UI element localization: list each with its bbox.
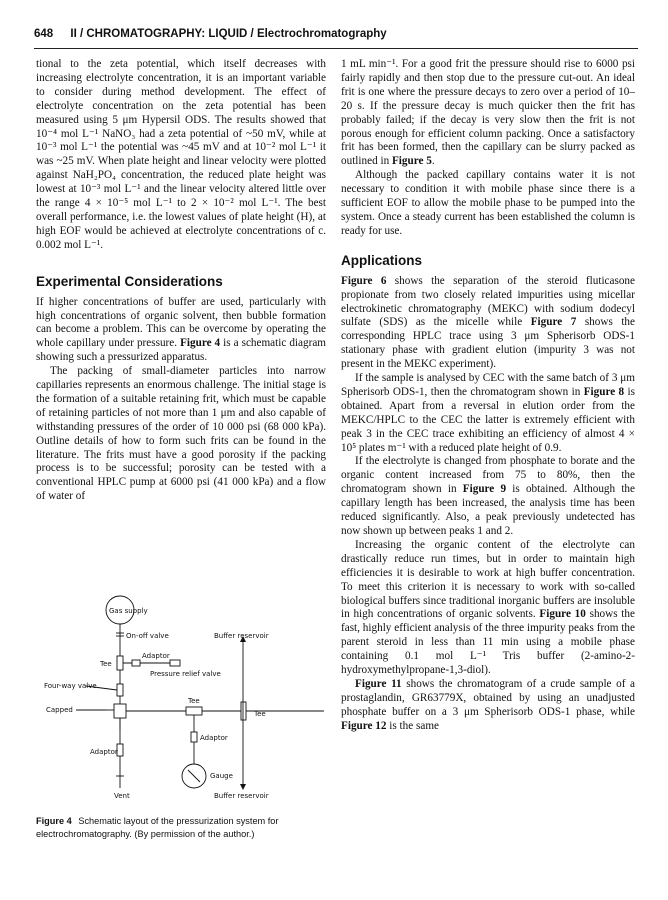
on-off-valve-label: On-off valve: [126, 632, 169, 640]
adaptor-top-label: Adaptor: [142, 652, 170, 660]
figure-8-reference: Figure 8: [583, 385, 625, 398]
figure-4-caption: [36, 815, 330, 840]
paragraph: Increasing the organic content of the electrolyte can drastically reduce run times, but in order to maintain high efficiencies it is desirable to work at high buffer concentration. To meet this criterion it is necessary to work with so-called biological buffers since traditional inorganic buffers are insoluble in high concentrations of organic solvents. Figure 10 shows the fast, highly efficient analysis of the three impurity peaks from the parent steroid in less than 11 min using a mobile phase containing 0.1 mol L⁻¹ Tris buffer (2-amino-2-hydroxymethylpropane-1,3-diol).: [341, 538, 635, 677]
figure-6-reference: Figure 6: [341, 274, 387, 287]
tee-left-label: Tee: [100, 660, 112, 668]
figure-4-schematic: [36, 592, 326, 802]
gas-supply-label: Gas supply: [109, 607, 148, 615]
figure-caption-label: Figure 4: [36, 816, 72, 826]
paragraph: 1 mL min⁻¹. For a good frit the pressure should rise to 6000 psi fairly rapidly and then stop due to the pressure cut-out. An ideal frit is one where the pressure decays to zero over a period of 10–20 s. If the pressure decay is much quicker then the frit has probably failed; if the decay is very slow then the frit is not porous enough for efficient column packing. Once a satisfactory frit has been formed, then the capillary can be slurry packed as outlined in Figure 5.: [341, 58, 635, 168]
left-column: [36, 58, 326, 504]
figure-caption-text: Schematic layout of the pressurization system for electrochromatography. (By permission of the author.): [36, 816, 279, 839]
running-title: II / CHROMATOGRAPHY: LIQUID / Electrochromatography: [70, 28, 387, 40]
paragraph: If the sample is analysed by CEC with the same batch of 3 μm Spherisorb ODS-1, then the chromatogram shown in Figure 8 is obtained. Apart from a reversal in elution order from the MEKC/HPLC to the CEC the latter is extremely efficient with peak 3 in the CEC trace exhibiting an efficiency of almost 4 × 10⁵ plates m⁻¹ with a reduced plate height of 0.9.: [341, 372, 635, 454]
paragraph: The packing of small-diameter particles into narrow capillaries represents an enormous challenge. The initial stage is the formation of a suitable retaining frit, which must be capable of retaining particles of not more than 1 μm and also capable of withstanding pressures of the order of 10 000 psi (68 000 kPa). Outline details of how to form such frits can be found in the literature. The frits must have a good porosity if the packing process is to be successful; porosity can be tested with a conventional HPLC pump at 6000 psi (41 000 kPa) and a flow of water of: [36, 365, 326, 503]
figure-7-reference: Figure 7: [530, 316, 577, 329]
section-heading-experimental: Experimental Considerations: [36, 273, 223, 289]
gauge-label: Gauge: [210, 772, 233, 780]
vent-label: Vent: [114, 792, 130, 800]
figure-5-reference: Figure 5: [391, 155, 432, 168]
header-rule: [34, 48, 638, 49]
buffer-reservoir-bottom-label: Buffer reservoir: [214, 792, 269, 800]
tee-right-label: Tee: [254, 710, 266, 718]
paragraph: tional to the zeta potential, which itself decreases with increasing electrolyte concentration, it is an important variable to consider during method development. The effect of electrolyte concentration on the zeta potential has been measured using 5 μm Hypersil ODS. The results showed that 10⁻⁴ mol L⁻¹ NaNO₃ had a zeta potential of ~50 mV, while at 10⁻³ mol L⁻¹ the potential was ~45 mV and at 10⁻² mol L⁻¹ it was ~25 mV. When plate height and linear velocity were plotted against NaH₂PO₄ concentration, the reduced plate height was lowest at 10⁻³ mol L⁻¹ and the linear velocity altered little over the range 4 × 10⁻⁵ mol L⁻¹ to 2 × 10⁻² mol L⁻¹. The best overall performance, i.e. the lowest values of plate height (H), at high EOF would be achieved at electrolyte concentrations of c. 0.002 mol L⁻¹.: [36, 58, 326, 251]
figure-9-reference: Figure 9: [462, 483, 507, 496]
right-column: [341, 58, 635, 734]
section-heading-applications: Applications: [341, 252, 423, 268]
figure-4-reference: Figure 4: [180, 337, 221, 350]
figure-12-reference: Figure 12: [341, 719, 387, 732]
adaptor-left-label: Adaptor: [90, 748, 118, 756]
buffer-reservoir-top-label: Buffer reservoir: [214, 632, 269, 640]
figure-11-reference: Figure 11: [355, 677, 402, 690]
figure-10-reference: Figure 10: [539, 608, 586, 621]
paragraph: If higher concentrations of buffer are used, particularly with high concentrations of organic solvent, then bubble formation can become a problem. This can be overcome by operating the whole capillary under pressure. Figure 4 is a schematic diagram showing such a pressurized apparatus.: [36, 295, 326, 364]
paragraph: Figure 6 shows the separation of the steroid fluticasone propionate from two closely related impurities using micellar electrokinetic chromatography (MEKC) with sodium dodecyl sulfate (SDS) as the micelle while Figure 7 shows the corresponding HPLC trace using 3 μm Spherisorb ODS-1 stationary phase with gradient elution (impurity 3 was not present in the MEKC experiment).: [341, 274, 635, 371]
paragraph: Figure 11 shows the chromatogram of a crude sample of a prostaglandin, GR63779X, obtained by using an unadjusted phosphate buffer on a 3 μm Spherisorb ODS-1 phase, while Figure 12 is the same: [341, 677, 635, 732]
tee-mid-label: Tee: [188, 697, 200, 705]
adaptor-mid-label: Adaptor: [200, 734, 228, 742]
paragraph: Although the packed capillary contains water it is not necessary to condition it with mobile phase since there is a sufficient EOF to allow the mobile phase to be pumped into the system. Once a steady current has been established the column is ready for use.: [341, 169, 635, 237]
pressure-relief-valve-label: Pressure relief valve: [150, 670, 221, 678]
paragraph: If the electrolyte is changed from phosphate to borate and the organic content increased from 75 to 80%, then the chromatogram shown in Figure 9 is obtained. Although the capillary length has been increased, the analysis time has been reduced significantly. Also, a peak previously undetected has now shown up between peaks 1 and 2.: [341, 455, 635, 537]
four-way-valve-label: Four-way valve: [44, 682, 97, 690]
running-header: [34, 28, 638, 46]
capped-label: Capped: [46, 706, 73, 714]
page-number: 648: [34, 28, 54, 40]
